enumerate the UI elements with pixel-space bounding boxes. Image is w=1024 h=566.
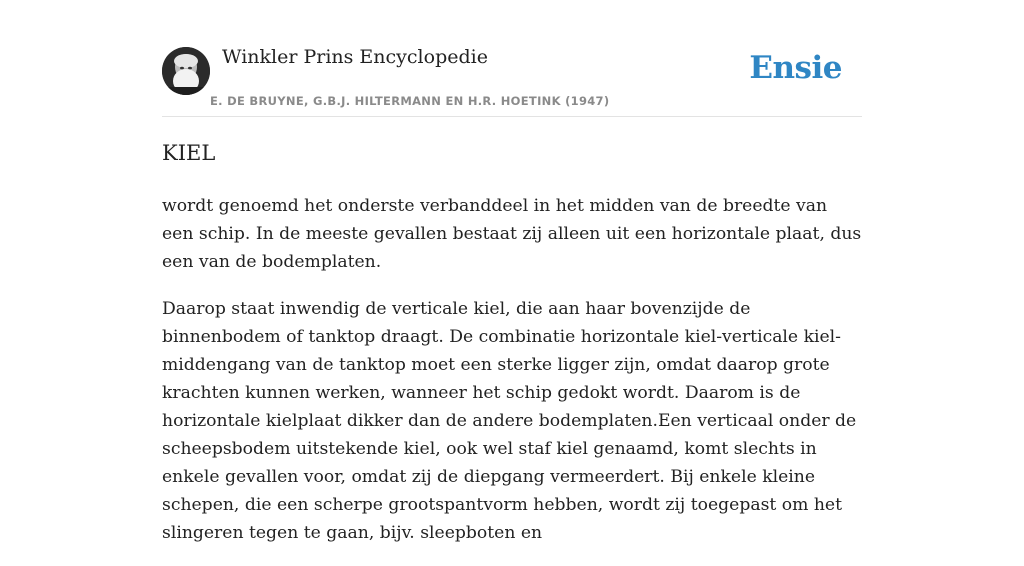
entry-body	[162, 192, 862, 566]
site-title[interactable]: Winkler Prins Encyclopedie	[222, 46, 488, 68]
ensie-logo[interactable]: Ensie	[749, 50, 842, 86]
header	[162, 0, 862, 117]
paragraph: wordt genoemd het onderste verbanddeel in het midden van de breedte van een schip. In de meeste gevallen bestaat zij alleen uit een horizontale plaat, dus een van de bodemplaten.	[162, 196, 862, 272]
paragraph: Daarop staat inwendig de verticale kiel, die aan haar bovenzijde de binnenbodem of tanktop draagt. De combinatie horizontale kiel-verticale kiel-middengang van de tanktop moet een sterke ligger zijn, omdat daarop grote krachten kunnen werken, wanneer het schip gedokt wordt. Daarom is de horizontale kielplaat dikker dan de andere bodemplaten.Een verticaal onder de scheepsbodem uitstekende kiel, ook wel staf kiel genaamd, komt slechts in enkele gevallen voor, omdat zij de diepgang vermeerdert. Bij enkele kleine schepen, die een scherpe grootspantvorm hebben, wordt zij toegepast om het slingeren tegen te gaan, bijv. sleepboten en	[162, 299, 857, 543]
authors-byline: E. DE BRUYNE, G.B.J. HILTERMANN EN H.R. HOETINK (1947)	[210, 94, 610, 108]
page	[162, 0, 862, 543]
author-avatar-icon[interactable]	[162, 47, 210, 95]
entry-title: KIEL	[162, 141, 216, 165]
